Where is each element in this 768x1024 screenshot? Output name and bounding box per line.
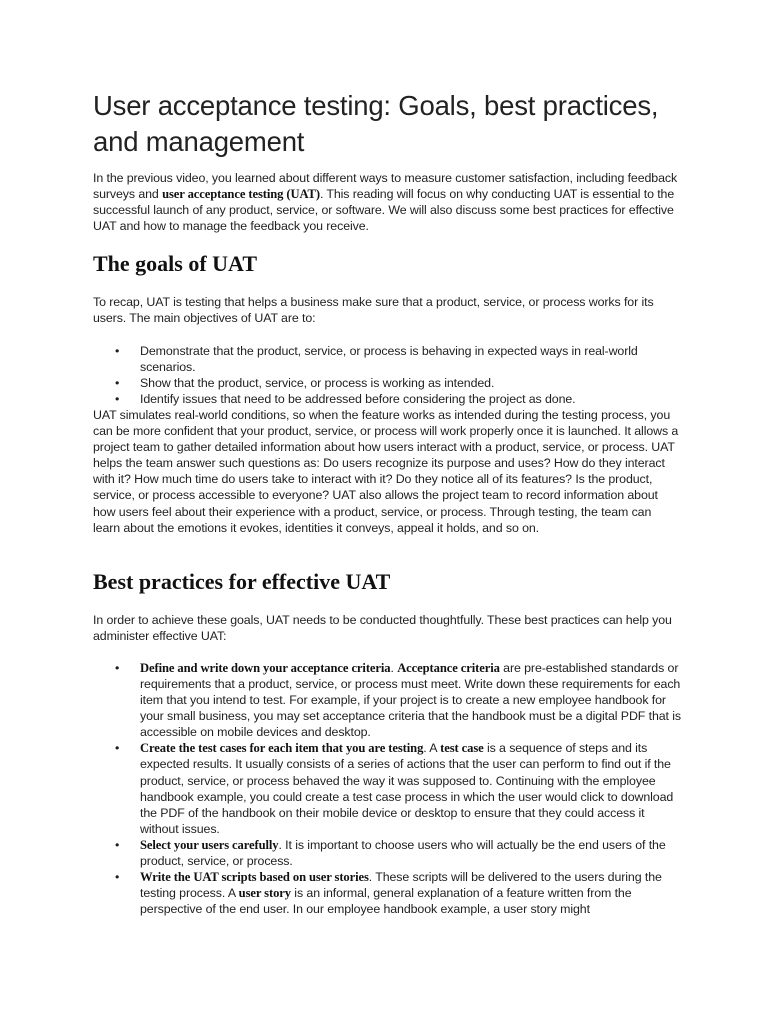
text-run: are pre-established standards or requirements that a product, service, or process must meet. Write down these requirements for each item that you intend to test. For example, if your project is to create a new employee handbook for your small business, you may set acceptance criteria that the handbook must be a digital PDF that is accessible on mobile devices and desktop.: [140, 660, 681, 740]
spacer: [93, 596, 681, 612]
list-item: [93, 660, 681, 740]
text-run: . These scripts will be delivered to the users during the testing process. A: [140, 870, 662, 901]
text-run: In the previous video, you learned about different ways to measure customer satisfaction, including feedback surveys and: [93, 171, 678, 202]
text-run: Show that the product, service, or process is working as intended.: [140, 375, 495, 390]
bullet-icon: •: [115, 375, 120, 390]
text-run: Identify issues that need to be addressed before considering the project as done.: [140, 391, 576, 406]
text-run: To recap, UAT is testing that helps a business make sure that a product, service, or process works for its users. The main objectives of UAT are to:: [93, 295, 654, 326]
list-item: [93, 343, 681, 375]
bullet-icon: •: [115, 660, 120, 675]
list-item: [93, 391, 681, 407]
paragraph: [93, 407, 681, 536]
bullet-list: [93, 343, 681, 407]
document-body: [93, 170, 681, 917]
bullet-icon: •: [115, 343, 120, 358]
bold-term: Select your users carefully: [140, 837, 279, 852]
paragraph: [93, 612, 681, 644]
bullet-icon: •: [115, 741, 120, 756]
text-run: . It is important to choose users who will actually be the end users of the product, service, or process.: [140, 837, 666, 868]
bullet-list: [93, 660, 681, 918]
bold-term: Acceptance criteria: [397, 660, 500, 675]
text-run: In order to achieve these goals, UAT needs to be conducted thoughtfully. These best practices can help you administer effective UAT:: [93, 612, 672, 643]
bullet-icon: •: [115, 870, 120, 885]
list-item: [93, 740, 681, 837]
bold-term: test case: [440, 741, 484, 756]
section-heading: The goals of UAT: [93, 251, 257, 277]
bold-term: Create the test cases for each item that you are testing: [140, 741, 424, 756]
page-title: User acceptance testing: Goals, best practices, and management: [93, 90, 659, 157]
bold-term: user acceptance testing (UAT): [162, 187, 320, 202]
text-run: .: [390, 660, 398, 675]
text-run: is a sequence of steps and its expected results. It usually consists of a series of actions that the user can perform to find out if the product, service, or process behaved the way it was supposed to. Continuing with the employee handbook example, you could create a test case process in which the user would click to download the PDF of the handbook on their mobile device or desktop to ensure that they could access it without issues.: [140, 741, 674, 836]
bold-term: Write the UAT scripts based on user stories: [140, 870, 369, 885]
document: [93, 88, 681, 917]
spacer: [93, 234, 681, 250]
bold-term: user story: [238, 886, 291, 901]
text-run: is an informal, general explanation of a feature written from the perspective of the end user. In our employee handbook example, a user story might: [140, 886, 632, 917]
paragraph: [93, 294, 681, 326]
spacer: [93, 536, 681, 568]
list-item: [93, 837, 681, 869]
list-item: [93, 869, 681, 917]
spacer: [93, 278, 681, 294]
section-heading: Best practices for effective UAT: [93, 568, 391, 594]
bold-term: Define and write down your acceptance criteria: [140, 660, 391, 675]
text-run: . A: [423, 741, 441, 756]
list-item: [93, 375, 681, 391]
text-run: UAT simulates real-world conditions, so when the feature works as intended during the testing process, you can be more confident that your product, service, or process will work properly once it is launched. It allows a project team to gather detailed information about how users interact with a product, service, or process. UAT helps the team answer such questions as: Do users recognize its purpose and uses? How do they interact with it? How much time do users take to interact with it? Do they notice all of its features? Is the product, service, or process accessible to everyone? UAT also allows the project team to record information about how users feel about their experience with a product, service, or process. Through testing, the team can learn about the emotions it evokes, identities it conveys, appeal it holds, and so on.: [93, 407, 679, 535]
spacer: [93, 644, 681, 660]
spacer: [93, 327, 681, 343]
paragraph: [93, 170, 681, 234]
text-run: Demonstrate that the product, service, or process is behaving in expected ways in real-world scenarios.: [140, 343, 638, 374]
bullet-icon: •: [115, 837, 120, 852]
text-run: . This reading will focus on why conducting UAT is essential to the successful launch of any product, service, or software. We will also discuss some best practices for effective UAT and how to manage the feedback you receive.: [93, 187, 675, 234]
bullet-icon: •: [115, 391, 120, 406]
